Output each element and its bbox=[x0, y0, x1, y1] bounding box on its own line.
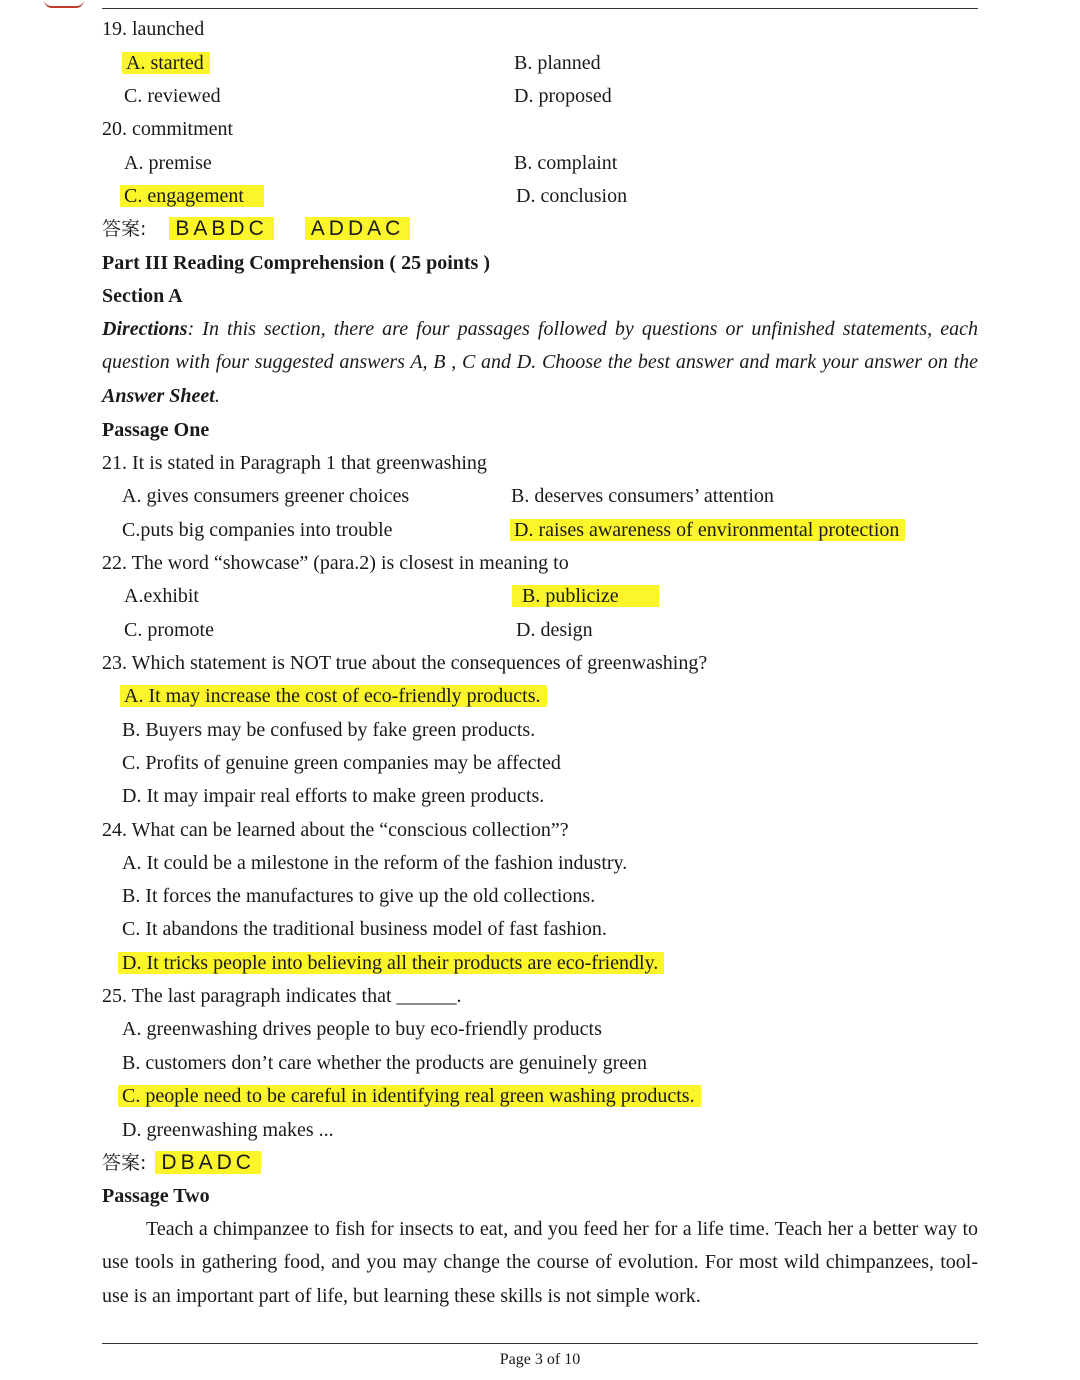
answer-code-1: BABDC bbox=[169, 217, 273, 240]
passage-two-text: Teach a chimpanzee to fish for insects to eat, and you feed her for a life time. Teach her a better way to use tools in gathering food, and you may change the course of evolution. For most wild chimpanzees, tool-use is an important part of life, but learning these skills is not simple work. bbox=[102, 1218, 978, 1307]
q25-option-c: C. people need to be careful in identifying real green washing products. bbox=[118, 1085, 701, 1107]
directions-paragraph bbox=[102, 313, 978, 413]
q24-option-b: B. It forces the manufactures to give up the old collections. bbox=[122, 885, 596, 907]
q19-option-d: D. proposed bbox=[514, 85, 612, 107]
top-rule bbox=[102, 8, 978, 9]
q24-option-c: C. It abandons the traditional business model of fast fashion. bbox=[122, 918, 607, 940]
answer-code-3: DBADC bbox=[155, 1151, 261, 1174]
q24-stem: 24. What can be learned about the “conscious collection”? bbox=[102, 819, 569, 841]
passage-one-title: Passage One bbox=[102, 419, 210, 441]
q22-option-a: A.exhibit bbox=[124, 585, 199, 607]
q24-option-d: D. It tricks people into believing all their products are eco-friendly. bbox=[118, 952, 664, 974]
q19-option-c: C. reviewed bbox=[124, 85, 221, 107]
answer-label-2: 答案: bbox=[102, 1152, 147, 1174]
top-corner-mark bbox=[44, 0, 84, 8]
q20-stem: 20. commitment bbox=[102, 118, 234, 140]
answer-sheet-label: Answer Sheet bbox=[102, 384, 215, 407]
q23-option-c: C. Profits of genuine green companies may be affected bbox=[122, 752, 561, 774]
q22-option-d: D. design bbox=[516, 619, 593, 641]
bottom-rule bbox=[102, 1343, 978, 1344]
q22-option-b: B. publicize bbox=[512, 585, 659, 607]
q23-option-a: A. It may increase the cost of eco-friendly products. bbox=[120, 685, 547, 707]
q21-option-c: C.puts big companies into trouble bbox=[122, 519, 393, 541]
q19-option-b: B. planned bbox=[514, 52, 601, 74]
answer-label-1: 答案: bbox=[102, 218, 147, 240]
part3-title: Part III Reading Comprehension ( 25 points ) bbox=[102, 252, 490, 274]
page-number: Page 3 of 10 bbox=[499, 1351, 581, 1368]
q25-option-a: A. greenwashing drives people to buy eco-friendly products bbox=[122, 1018, 602, 1040]
q19-option-a: A. started bbox=[122, 52, 210, 74]
q23-option-b: B. Buyers may be confused by fake green products. bbox=[122, 719, 536, 741]
q22-stem: 22. The word “showcase” (para.2) is closest in meaning to bbox=[102, 552, 569, 574]
answer-code-2: ADDAC bbox=[305, 217, 411, 240]
q25-option-d: D. greenwashing makes ... bbox=[122, 1119, 334, 1141]
q19-stem: 19. launched bbox=[102, 18, 205, 40]
q21-option-b: B. deserves consumers’ attention bbox=[511, 485, 774, 507]
q20-option-c: C. engagement bbox=[120, 185, 264, 207]
q22-option-c: C. promote bbox=[124, 619, 214, 641]
directions-label: Directions bbox=[102, 318, 188, 340]
q21-option-a: A. gives consumers greener choices bbox=[122, 485, 410, 507]
passage-two-title: Passage Two bbox=[102, 1185, 210, 1207]
directions-text: : In this section, there are four passages followed by questions or unfinished statements, each question with four suggested answers A, B , C and D. Choose the best answer and mark your answer on the bbox=[102, 318, 978, 374]
q23-stem: 23. Which statement is NOT true about the consequences of greenwashing? bbox=[102, 652, 708, 674]
directions-end: . bbox=[214, 384, 220, 407]
q25-stem: 25. The last paragraph indicates that ______. bbox=[102, 985, 462, 1007]
q21-stem: 21. It is stated in Paragraph 1 that greenwashing bbox=[102, 452, 487, 474]
q20-option-d: D. conclusion bbox=[516, 185, 628, 207]
q20-option-b: B. complaint bbox=[514, 152, 618, 174]
q21-option-d: D. raises awareness of environmental protection bbox=[510, 519, 905, 541]
section-a-title: Section A bbox=[102, 285, 183, 307]
q25-option-b: B. customers don’t care whether the products are genuinely green bbox=[122, 1052, 647, 1074]
q24-option-a: A. It could be a milestone in the reform of the fashion industry. bbox=[122, 852, 628, 874]
q23-option-d: D. It may impair real efforts to make green products. bbox=[122, 785, 545, 807]
q20-option-a: A. premise bbox=[124, 152, 212, 174]
